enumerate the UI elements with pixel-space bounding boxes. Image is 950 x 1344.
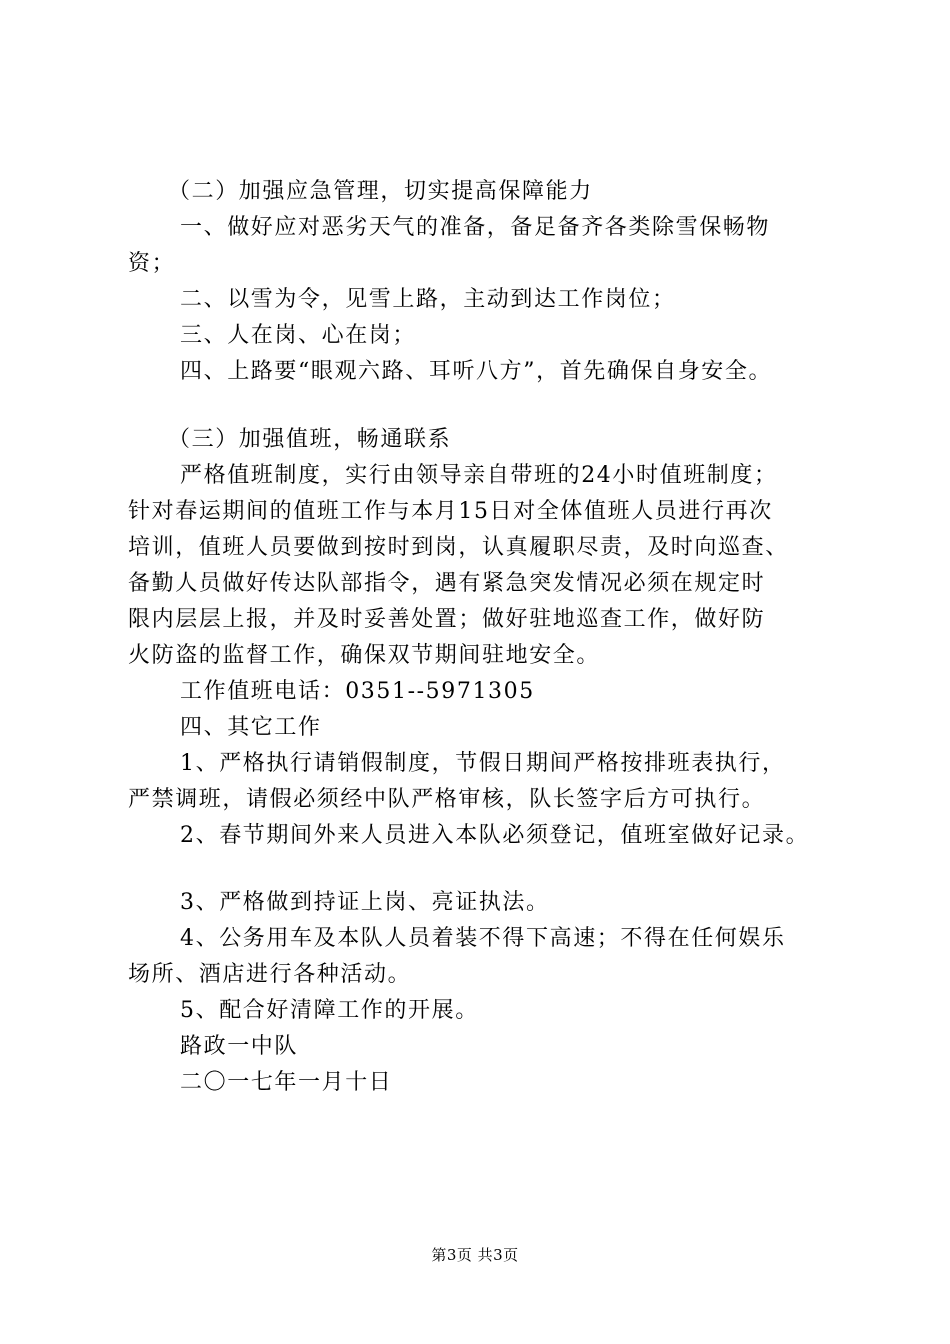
section2-item3: 三、人在岗、心在岗； [180, 323, 417, 348]
section3-para-line1: 严格值班制度，实行由领导亲自带班的24小时值班制度； [180, 463, 778, 488]
paragraph-gap [128, 854, 848, 885]
signature-org: 路政一中队 [180, 1034, 299, 1059]
section4-item1-line2: 严禁调班，请假必须经中队严格审核，队长签字后方可执行。 [128, 787, 766, 812]
section2-item2: 二、以雪为令，见雪上路，主动到达工作岗位； [180, 287, 676, 312]
section3-title: （三）加强值班，畅通联系 [168, 427, 452, 452]
section2-item1-line2: 资； [128, 251, 176, 276]
section4-item4-line1: 4、公务用车及本队人员着装不得下高速；不得在任何娱乐 [180, 926, 786, 951]
section3-para-line3: 培训，值班人员要做到按时到岗，认真履职尽责，及时向巡查、 [128, 535, 789, 560]
section4-item3: 3、严格做到持证上岗、亮证执法。 [180, 890, 550, 915]
section4-item1-line1: 1、严格执行请销假制度，节假日期间严格按排班表执行， [180, 751, 786, 776]
page-footer: 第3页 共3页 [431, 1246, 519, 1264]
section4-item4-line2: 场所、酒店进行各种活动。 [128, 962, 412, 987]
section4-title: 四、其它工作 [180, 715, 322, 740]
section4-item2: 2、春节期间外来人员进入本队必须登记，值班室做好记录。 [180, 823, 810, 848]
document-body [128, 174, 848, 1101]
section4-item5: 5、配合好清障工作的开展。 [180, 998, 479, 1023]
paragraph-gap [128, 390, 848, 422]
section3-para-line6: 火防盗的监督工作，确保双节期间驻地安全。 [128, 643, 601, 668]
duty-phone: 工作值班电话：0351--5971305 [180, 679, 535, 704]
section3-para-line2: 针对春运期间的值班工作与本月15日对全体值班人员进行再次 [128, 499, 773, 524]
section3-para-line5: 限内层层上报，并及时妥善处置；做好驻地巡查工作，做好防 [128, 607, 766, 632]
signature-date: 二〇一七年一月十日 [180, 1070, 393, 1095]
section2-title: （二）加强应急管理，切实提高保障能力 [168, 179, 593, 204]
section2-item4: 四、上路要“眼观六路、耳听八方”，首先确保自身安全。 [180, 359, 773, 384]
section3-para-line4: 备勤人员做好传达队部指令，遇有紧急突发情况必须在规定时 [128, 571, 766, 596]
section2-item1-line1: 一、做好应对恶劣天气的准备，备足备齐各类除雪保畅物 [180, 215, 771, 240]
